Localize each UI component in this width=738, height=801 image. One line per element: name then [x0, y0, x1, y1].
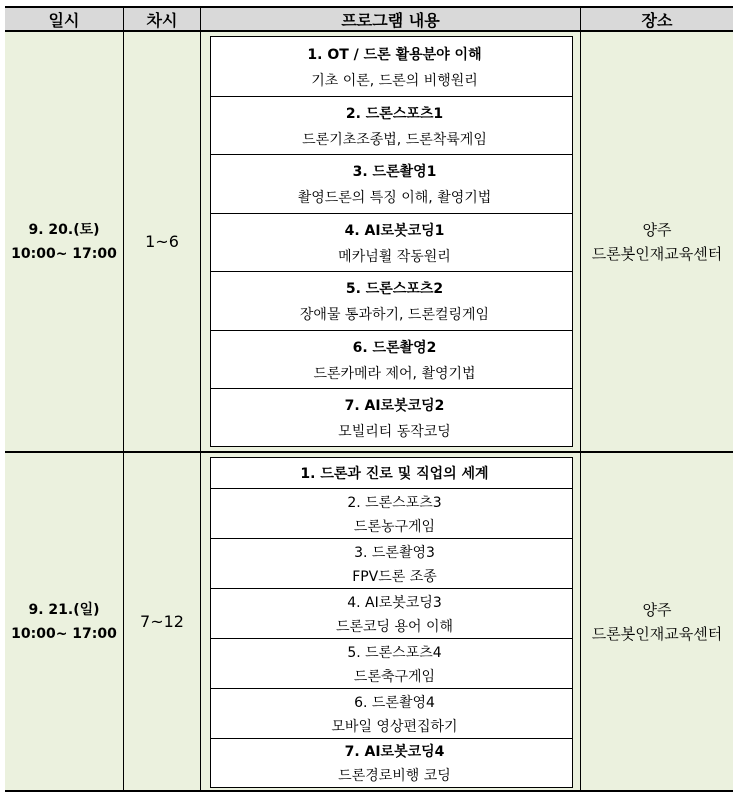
program-desc: 드론경로비행 코딩: [338, 768, 451, 784]
time-text: 10:00~ 17:00: [11, 625, 117, 642]
session-cell: 1~6: [123, 32, 200, 451]
program-desc: 촬영드론의 특징 이해, 촬영기법: [297, 190, 492, 206]
program-item: [211, 37, 572, 96]
header-program: 프로그램 내용: [200, 8, 580, 30]
program-desc: 드론기초조종법, 드론착륙게임: [302, 131, 487, 148]
day-row: [5, 453, 733, 792]
program-title: 4. AI로봇코딩3: [347, 594, 442, 611]
program-item: [211, 213, 572, 271]
place-city: 양주: [642, 600, 672, 619]
program-title: 6. 드론촬영2: [352, 339, 437, 356]
program-desc: 모바일 영상편집하기: [331, 718, 458, 735]
program-desc: 드론카메라 제어, 촬영기법: [313, 365, 476, 382]
program-title: 6. 드론촬영4: [354, 694, 435, 711]
program-item: [211, 154, 572, 213]
program-title: 4. AI로봇코딩1: [344, 222, 445, 239]
program-item: [211, 330, 572, 388]
date-cell: [5, 453, 123, 790]
program-title: 1. 드론과 진로 및 직업의 세계: [300, 466, 489, 482]
program-box: [210, 457, 573, 788]
program-desc: FPV드론 조종: [352, 568, 437, 585]
date-text: 9. 20.(토): [28, 221, 100, 238]
program-title: 7. AI로봇코딩4: [344, 744, 445, 760]
program-desc: 드론농구게임: [353, 518, 436, 535]
time-text: 10:00~ 17:00: [11, 245, 117, 262]
program-desc: 메카넘휠 작동원리: [338, 248, 451, 265]
program-item: [211, 638, 572, 688]
table-header: [5, 6, 733, 32]
program-desc: 드론축구게임: [353, 668, 436, 685]
program-item: [211, 688, 572, 738]
place-cell: [580, 32, 733, 451]
program-item: [211, 538, 572, 588]
program-title: 3. 드론촬영3: [354, 544, 435, 561]
program-title: 2. 드론스포츠1: [345, 105, 444, 122]
program-title: 2. 드론스포츠3: [347, 494, 442, 511]
day-row: [5, 32, 733, 453]
place-city: 양주: [642, 220, 672, 239]
header-session: 차시: [123, 8, 200, 30]
program-title: 5. 드론스포츠4: [347, 644, 442, 661]
date-cell: [5, 32, 123, 451]
program-item: [211, 271, 572, 330]
program-item: [211, 738, 572, 787]
session-cell: 7~12: [123, 453, 200, 790]
schedule-table: [5, 6, 733, 792]
program-box: [210, 36, 573, 447]
program-item: [211, 588, 572, 638]
place-center: 드론봇인재교육센터: [591, 624, 723, 643]
program-title: 1. OT / 드론 활용분야 이해: [307, 46, 482, 63]
header-date: 일시: [48, 10, 80, 30]
header-place: 장소: [580, 8, 733, 30]
program-desc: 모빌리티 동작코딩: [338, 423, 451, 440]
program-title: 7. AI로봇코딩2: [344, 397, 445, 414]
place-cell: [580, 453, 733, 790]
program-title: 5. 드론스포츠2: [345, 281, 444, 297]
program-item: [211, 488, 572, 538]
place-center: 드론봇인재교육센터: [591, 244, 723, 263]
program-cell: [200, 453, 580, 790]
program-desc: 장애물 통과하기, 드론컬링게임: [299, 307, 490, 323]
program-item: [211, 458, 572, 488]
program-title: 3. 드론촬영1: [352, 164, 437, 180]
program-desc: 기초 이론, 드론의 비행원리: [311, 72, 478, 89]
program-cell: [200, 32, 580, 451]
program-desc: 드론코딩 용어 이해: [335, 618, 454, 635]
program-item: [211, 96, 572, 154]
program-item: [211, 388, 572, 446]
date-text: 9. 21.(일): [28, 601, 100, 618]
